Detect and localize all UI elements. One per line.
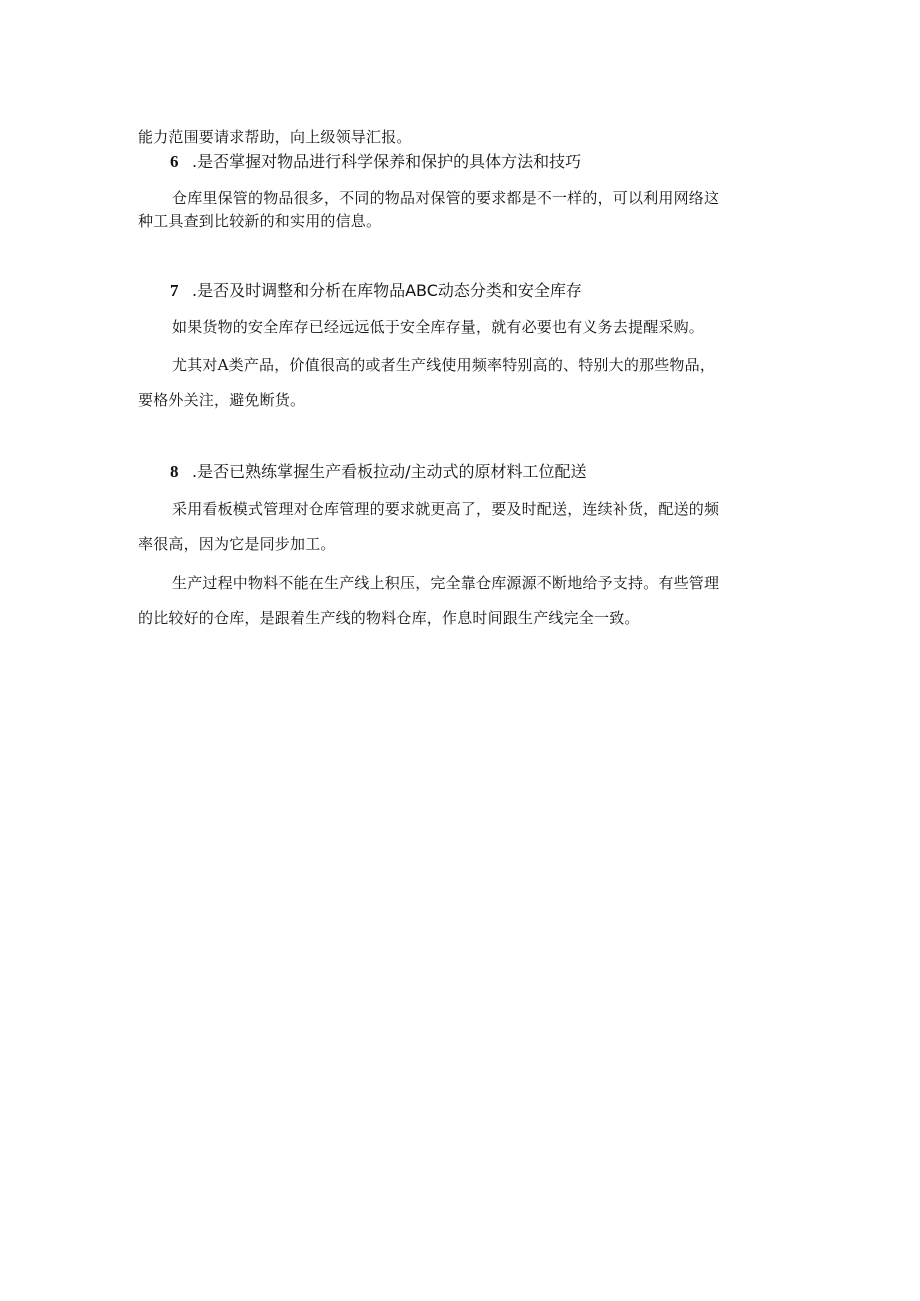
section-8-number: 8 <box>170 462 179 481</box>
section-7-para-1-line-1: 如果货物的安全库存已经远远低于安全库存量，就有必要也有义务去提醒采购。 <box>172 318 705 336</box>
section-8-para-2-line-1: 生产过程中物料不能在生产线上积压，完全靠仓库源源不断地给予支持。有些管理 <box>172 574 720 592</box>
section-7-title: .是否及时调整和分析在库物品ABC动态分类和安全库存 <box>192 281 582 300</box>
section-6-heading <box>170 151 790 173</box>
section-7-number: 7 <box>170 281 179 300</box>
section-7-para-2-line-1: 尤其对A类产品，价值很高的或者生产线使用频率特别高的、特别大的那些物品， <box>172 356 716 374</box>
section-7-heading <box>170 280 790 302</box>
section-6-number: 6 <box>170 152 179 171</box>
section-8-heading <box>170 461 790 483</box>
section-6-title: .是否掌握对物品进行科学保养和保护的具体方法和技巧 <box>192 152 582 171</box>
section-8-para-1-line-1: 采用看板模式管理对仓库管理的要求就更高了，要及时配送，连续补货，配送的频 <box>172 500 720 518</box>
section-7-para-2-line-2: 要格外关注，避免断货。 <box>138 391 306 409</box>
section-8-title: .是否已熟练掌握生产看板拉动/主动式的原材料工位配送 <box>192 462 587 481</box>
section-8-para-1-line-2: 率很高，因为它是同步加工。 <box>138 535 336 553</box>
continuation-text: 能力范围要请求帮助，向上级领导汇报。 <box>138 128 412 146</box>
section-6-para-1-line-1: 仓库里保管的物品很多，不同的物品对保管的要求都是不一样的，可以利用网络这 <box>172 189 720 207</box>
section-8-para-2-line-2: 的比较好的仓库，是跟着生产线的物料仓库，作息时间跟生产线完全一致。 <box>138 609 640 627</box>
section-6-para-1-line-2: 种工具查到比较新的和实用的信息。 <box>138 212 382 230</box>
